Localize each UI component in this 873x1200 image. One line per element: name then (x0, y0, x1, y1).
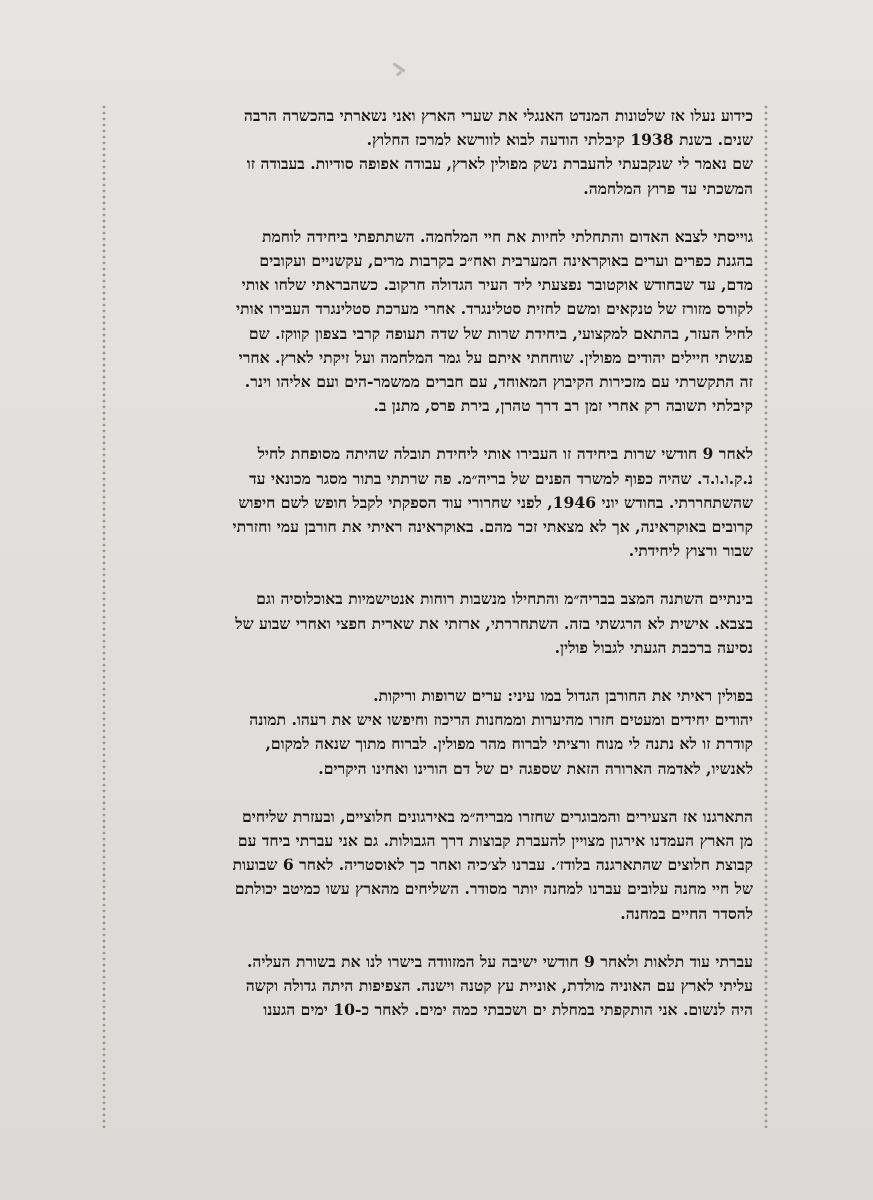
text-line: שהשתחררתי. בחודש יוני 1946, לפני שחרורי עוד הספקתי לקבל חופש לשם חיפוש (238, 492, 753, 512)
text-line: יהודים יחידים ומעטים חזרו מהיערות וממחנות הריכוז וחיפשו איש את רעהו. תמונה (249, 710, 753, 730)
text-line: נ.ק.ו.ו.ד. שהיה כפוף למשרד הפנים של בריה״מ. פה שרתתי בתור מסגר מכונאי עד (249, 468, 753, 488)
paragraph-4 (120, 587, 753, 660)
text-line: נסיעה ברכבת הגעתי לגבול פולין. (554, 637, 753, 657)
text-line: לקורס מזורז של טנקאים ומשם לחזית סטלינגרד. אחרי מערכת סטלינגרד העבירו אותי (236, 299, 753, 319)
text-line: היה לנשום. אני הותקפתי במחלת ים ושכבתי כמה ימים. לאחר כ-10 ימים הגענו (263, 1000, 753, 1020)
text-line: בהגנת כפרים וערים באוקראינה המערבית ואח״כ בקרבות מרים, עקשניים ועקובים (259, 251, 753, 271)
text-line: קרובים באוקראינה, אך לא מצאתי זכר מהם. באוקראינה ראיתי את חורבן עמי וחזרתי (232, 517, 753, 537)
text-line: פגשתי חיילים יהודים מפולין. שוחחתי איתם על גמר המלחמה ועל זיקתי לארץ. אחרי (238, 347, 753, 367)
text-line: של חיי מחנה עלובים עברנו למחנה יותר מסודר. השליחים מהארץ עשו כמיטב יכולתם (234, 879, 753, 899)
text-line: בפולין ראיתי את החורבן הגדול במו עיני: ערים שרופות וריקות. (373, 686, 753, 706)
text-line: עליתי לארץ עם האוניה מולדת, אוניית עץ קטנה וישנה. הצפיפות היתה גדולה וקשה (245, 976, 753, 996)
text-line: קודרת זו לא נתנה לי מנוח ורציתי לברוח מהר מפולין. לברוח מתוך שנאה למקום, (265, 734, 753, 754)
paragraph-2 (120, 225, 753, 419)
text-line: שנים. בשנת 1938 קיבלתי הודעה לבוא לוורשא למרכז החלוץ. (366, 130, 753, 150)
text-line: לחיל העזר, בהתאם למקצועי, ביחידת שרות של שדה תעופה קרבי בצפון קווקז. שם (248, 323, 753, 343)
paragraph-5 (120, 684, 753, 781)
text-line: בינתיים השתנה המצב בבריה״מ והתחילו מנשבות רוחות אנטישמיות באוכלוסיה וגם (256, 589, 753, 609)
text-line: שבור ורצוץ ליחידתי. (628, 541, 753, 561)
dotted-border-right (763, 104, 769, 1128)
text-line: שם נאמר לי שנקבעתי להעברת נשק מפולין לארץ, עבודה אפופה סודיות. בעבודה זו (246, 154, 753, 174)
text-line: מדם, עד שבחודש אוקטובר נפצעתי ליד העיר הגדולה חרקוב. כשהבראתי שלחו אותי (241, 275, 753, 295)
text-line: לאנשיו, לאדמה הארורה הזאת שספגה ים של דם הורינו ואחינו היקרים. (318, 758, 753, 778)
text-line: עברתי עוד תלאות ולאחר 9 חודשי ישיבה על המזוודה בישרו לנו את בשורת העליה. (246, 951, 753, 971)
text-line: כידוע נעלו אז שלטונות המנדט האנגלי את שערי הארץ ואני נשארתי בהכשרה הרבה (243, 106, 753, 125)
paragraph-6 (120, 805, 753, 926)
text-line: גוייסתי לצבא האדום והתחלתי לחיות את חיי המלחמה. השתתפתי ביחידה לוחמת (261, 226, 753, 246)
paper-mark (396, 70, 403, 76)
text-line: זה התקשרתי עם מזכירות הקיבוץ המאוחד, עם חברים ממשמר-הים ועם אליהו וינר. (244, 372, 753, 392)
text-line: קיבלתי תשובה רק אחרי זמן רב דרך טהרן, בירת פרס, מתנן ב. (373, 396, 753, 416)
dotted-border-left (101, 104, 107, 1128)
text-line: קבוצת חלוצים שהתארגנה בלודז׳. עברנו לצ׳כיה ואחר כך לאוסטריה. לאחר 6 שבועות (232, 855, 753, 875)
text-line: להסדר החיים במחנה. (620, 903, 753, 923)
paragraph-1 (120, 104, 753, 201)
document-body (120, 104, 753, 1047)
text-line: המשכתי עד פרוץ המלחמה. (583, 178, 753, 198)
text-line: מן הארץ העמדנו אירגון מצויין להעברת קבוצות דרך הגבולות. גם אני עברתי ביחד עם (237, 831, 753, 851)
text-line: התארגנו אז הצעירים והמבוגרים שחזרו מבריה״מ באירגונים חלוציים, ובעזרת שליחים (242, 806, 753, 826)
text-line: בצבא. אישית לא הרגשתי בזה. השתחררתי, ארזתי את שארית חפצי ואחרי שבוע של (235, 613, 753, 633)
text-line: לאחר 9 חודשי שרות ביחידה זו העבירו אותי ליחידת תובלה שהיתה מסופחת לחיל (257, 444, 753, 464)
paragraph-7 (120, 950, 753, 1023)
paragraph-3 (120, 442, 753, 563)
